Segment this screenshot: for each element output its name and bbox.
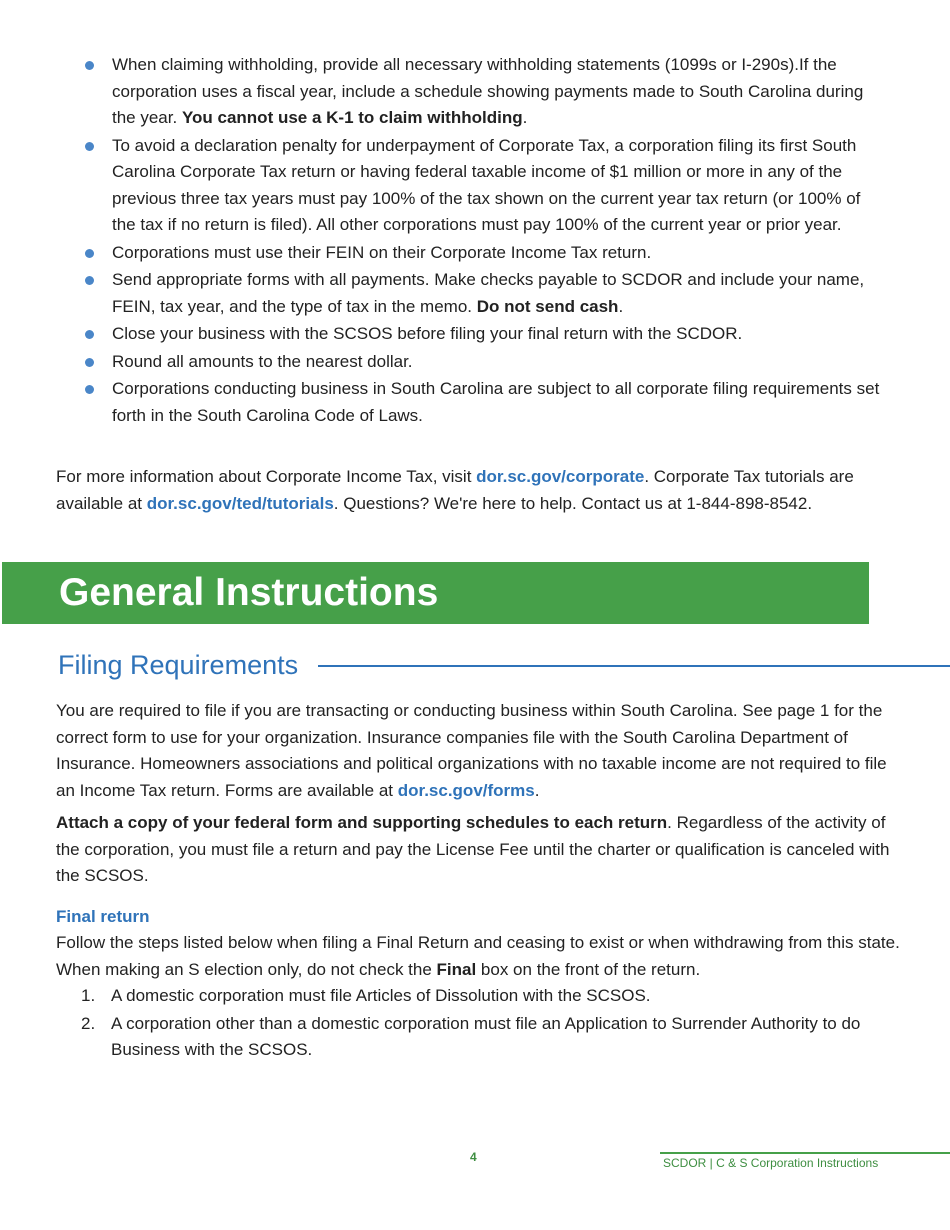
page-number: 4	[470, 1150, 477, 1164]
attach-bold-text: Attach a copy of your federal form and supporting schedules to each return	[56, 813, 668, 832]
bullet-text: When claiming withholding, provide all necessary withholding statements (1099s or I-290s).If the corporation uses a fiscal year, include a schedule showing payments made to South Carolina during the year.	[112, 55, 864, 127]
bullet-text: To avoid a declaration penalty for underpayment of Corporate Tax, a corporation filing its first South Carolina Corporate Tax return or having federal taxable income of $1 million or more in any of the previous three tax years must pay 100% of the tax shown on the current year tax return (or 100% of the tax if no return is filed). All other corporations must pay 100% of the current year or prior year.	[112, 135, 861, 234]
tutorials-link[interactable]: dor.sc.gov/ted/tutorials	[146, 493, 334, 513]
final-return-steps	[56, 983, 896, 1065]
bullet-dot-icon	[85, 358, 94, 367]
bullet-item	[85, 133, 885, 239]
bullet-item	[85, 267, 885, 320]
more-info-text: For more information about Corporate Income Tax, visit	[56, 467, 477, 486]
bullet-item	[85, 321, 885, 348]
bullet-text: Round all amounts to the nearest dollar.	[112, 351, 413, 371]
final-return-heading: Final return	[56, 907, 150, 926]
bullet-item	[85, 52, 885, 132]
bullet-dot-icon	[85, 276, 94, 285]
step-text: A domestic corporation must file Articles of Dissolution with the SCSOS.	[111, 986, 651, 1005]
section-title: General Instructions	[59, 571, 439, 614]
attach-text: . Regardless of the activity of the corporation, you must file a return and pay the License Fee until the charter or qualification is canceled with the SCSOS.	[56, 813, 890, 885]
heading-divider	[318, 665, 950, 667]
bullet-item	[85, 376, 885, 429]
step-number: 2.	[81, 1013, 96, 1033]
bullet-item	[85, 349, 885, 376]
more-info-paragraph	[56, 464, 901, 517]
bullet-dot-icon	[85, 61, 94, 70]
final-intro-text: Follow the steps listed below when filing a Final Return and ceasing to exist or when withdrawing from this state. When making an S election only, do not check the	[56, 933, 900, 979]
section-banner	[2, 562, 869, 624]
filing-paragraph	[56, 698, 901, 804]
step-text: A corporation other than a domestic corporation must file an Application to Surrender Authority to do Business with the SCSOS.	[111, 1013, 861, 1059]
bullet-bold-text: You cannot use a K-1 to claim withholding	[181, 108, 523, 127]
more-info-text: . Questions? We're here to help. Contact us at 1-844-898-8542.	[333, 493, 813, 513]
bullet-dot-icon	[85, 142, 94, 151]
bullet-dot-icon	[85, 385, 94, 394]
bullet-text-end: .	[618, 296, 624, 316]
bullet-text: Corporations must use their FEIN on their Corporate Income Tax return.	[112, 242, 652, 262]
bullet-text: Corporations conducting business in South Carolina are subject to all corporate filing requirements set forth in the South Carolina Code of Laws.	[112, 379, 880, 425]
bullet-text: Close your business with the SCSOS before filing your final return with the SCDOR.	[112, 324, 743, 343]
final-return-intro	[56, 930, 901, 983]
footer-divider	[660, 1152, 950, 1154]
step-item	[56, 983, 896, 1010]
filing-requirements-heading: Filing Requirements	[58, 650, 299, 680]
filing-text-end: .	[534, 780, 540, 800]
bullet-text: Send appropriate forms with all payments. Make checks payable to SCDOR and include your name, FEIN, tax year, and the type of tax in the memo.	[112, 270, 865, 316]
step-item	[56, 1011, 896, 1064]
attach-paragraph	[56, 810, 901, 890]
filing-text: You are required to file if you are transacting or conducting business within South Carolina. See page 1 for the correct form to use for your organization. Insurance companies file with the South Carolina Department of Insurance. Homeowners associations and political organizations with no taxable income are not required to file an Income Tax return. Forms are available at	[56, 701, 887, 800]
requirements-bullet-list	[85, 52, 885, 430]
final-intro-end: box on the front of the return.	[476, 959, 701, 979]
bullet-dot-icon	[85, 330, 94, 339]
corporate-link[interactable]: dor.sc.gov/corporate	[476, 467, 645, 486]
more-info-text: . Corporate Tax tutorials are available at	[56, 467, 854, 513]
final-bold-text: Final	[436, 959, 477, 979]
bullet-item	[85, 240, 885, 267]
forms-link[interactable]: dor.sc.gov/forms	[397, 780, 535, 800]
bullet-text-end: .	[522, 108, 528, 127]
step-number: 1.	[81, 986, 96, 1005]
footer-title: SCDOR | C & S Corporation Instructions	[663, 1156, 879, 1170]
bullet-dot-icon	[85, 249, 94, 258]
bullet-bold-text: Do not send cash	[476, 296, 619, 316]
